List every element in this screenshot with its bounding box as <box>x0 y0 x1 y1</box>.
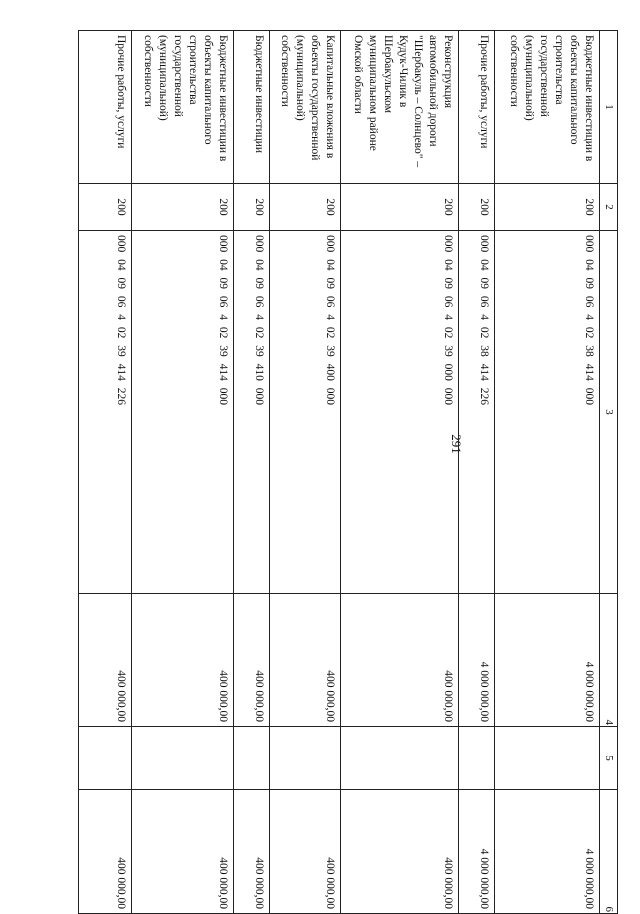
row-col5 <box>269 727 340 790</box>
row-name: Капитальные вложения в объекты государственной (муниципальной) собственности <box>269 31 340 184</box>
row-col5 <box>458 727 494 790</box>
row-classification: 000 04 09 06 4 02 39 000 000 <box>340 231 458 594</box>
row-col5 <box>494 727 599 790</box>
table-row <box>269 31 340 914</box>
header-col-5: 5 <box>600 727 618 790</box>
row-name: Прочие работы, услуги <box>79 31 132 184</box>
row-classification: 000 04 09 06 4 02 39 400 000 <box>269 231 340 594</box>
row-col6: 400 000,00 <box>234 790 270 914</box>
row-classification: 000 04 09 06 4 02 38 414 226 <box>458 231 494 594</box>
row-classification: 000 04 09 06 4 02 39 414 000 <box>131 231 233 594</box>
row-col4: 400 000,00 <box>234 594 270 727</box>
header-col-2: 2 <box>600 184 618 231</box>
row-name: Бюджетные инвестиции в объекты капитального строительства государственной (муниципальной) собственности <box>494 31 599 184</box>
row-col5 <box>234 727 270 790</box>
row-classification: 000 04 09 06 4 02 38 414 000 <box>494 231 599 594</box>
table-row <box>234 31 270 914</box>
row-col5 <box>131 727 233 790</box>
header-row <box>600 31 618 914</box>
table-row <box>340 31 458 914</box>
page-number: 291 <box>448 434 464 454</box>
row-col5 <box>79 727 132 790</box>
row-col6: 400 000,00 <box>79 790 132 914</box>
header-col-4: 4 <box>600 594 618 727</box>
row-col6: 400 000,00 <box>340 790 458 914</box>
row-col4: 400 000,00 <box>79 594 132 727</box>
row-name: Прочие работы, услуги <box>458 31 494 184</box>
row-code: 200 <box>269 184 340 231</box>
row-code: 200 <box>458 184 494 231</box>
table-row <box>131 31 233 914</box>
row-code: 200 <box>234 184 270 231</box>
budget-table <box>78 30 618 914</box>
table-row <box>458 31 494 914</box>
table-row <box>79 31 132 914</box>
row-name: Бюджетные инвестиции <box>234 31 270 184</box>
row-col4: 4 000 000,00 <box>494 594 599 727</box>
row-code: 200 <box>79 184 132 231</box>
row-classification: 000 04 09 06 4 02 39 410 000 <box>234 231 270 594</box>
header-col-6: 6 <box>600 790 618 914</box>
row-col6: 4 000 000,00 <box>494 790 599 914</box>
row-col6: 400 000,00 <box>131 790 233 914</box>
row-code: 200 <box>131 184 233 231</box>
row-col4: 4 000 000,00 <box>458 594 494 727</box>
row-name: Бюджетные инвестиции в объекты капитального строительства государственной (муниципальной) собственности <box>131 31 233 184</box>
row-classification: 000 04 09 06 4 02 39 414 226 <box>79 231 132 594</box>
row-code: 200 <box>494 184 599 231</box>
row-col6: 4 000 000,00 <box>458 790 494 914</box>
row-name: Реконструкция автомобильной дороги "Шербакуль – Солнцево" – Кудук-Чилик в Шербакульском муниципальном районе Омской области <box>340 31 458 184</box>
row-code: 200 <box>340 184 458 231</box>
row-col4: 400 000,00 <box>269 594 340 727</box>
row-col4: 400 000,00 <box>340 594 458 727</box>
header-col-3: 3 <box>600 231 618 594</box>
row-col6: 400 000,00 <box>269 790 340 914</box>
row-col4: 400 000,00 <box>131 594 233 727</box>
budget-table-container <box>78 30 618 912</box>
row-col5 <box>340 727 458 790</box>
table-row <box>494 31 599 914</box>
header-col-1: 1 <box>600 31 618 184</box>
